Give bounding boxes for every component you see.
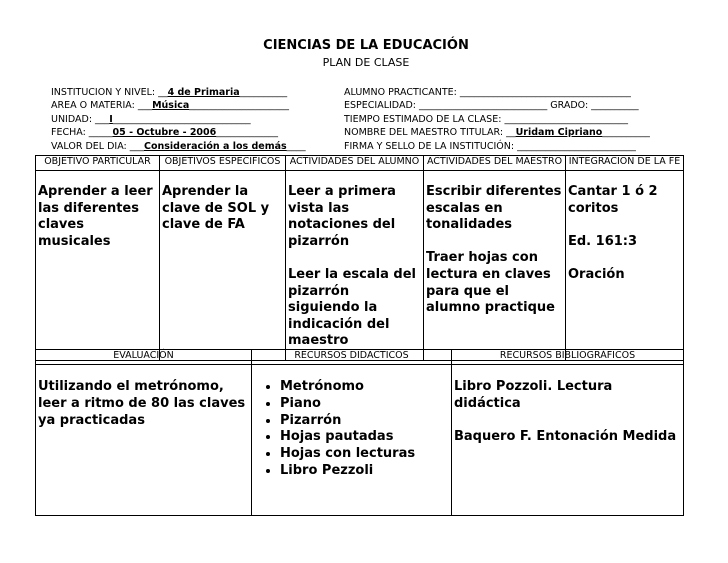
header-recursos-didacticos: RECURSOS DIDACTICOS [252, 350, 452, 365]
cell-text: Traer hojas con lectura en claves para que el alumno practique [426, 250, 555, 316]
info-line: _____________________________ [112, 113, 251, 125]
info-line: __________ [602, 127, 650, 139]
evaluation-table [35, 349, 684, 516]
cell-recursos-bibliograficos [452, 365, 684, 516]
cell-text: Libro Pozzoli. Lectura didáctica [454, 379, 613, 411]
cell-text: Aprender la clave de SOL y clave de FA [162, 184, 270, 233]
cell-text: Cantar 1 ó 2 coritos [568, 184, 658, 216]
cell-text: Ed. 161:3 [568, 233, 638, 249]
document-subtitle: PLAN DE CLASE [322, 56, 410, 69]
evaluation-table-header-row [36, 350, 684, 365]
info-firma [344, 140, 650, 153]
cell-integracion-fe [566, 171, 684, 361]
info-valor [51, 140, 306, 153]
header-objetivos-especificos: OBJETIVOS ESPECIFICOS [160, 156, 286, 171]
info-institucion [51, 86, 306, 99]
header-recursos-bibliograficos: RECURSOS BIBLIOGRÁFICOS [452, 350, 684, 365]
list-item: • Hojas pautadas [280, 429, 449, 446]
info-label: VALOR DEL DIA: ___ [51, 140, 144, 152]
header-actividades-alumno: ACTIVIDADES DEL ALUMNO [286, 156, 424, 171]
info-value: 4 de Primaria [167, 87, 240, 98]
info-label: FIRMA Y SELLO DE LA INSTITUCIÓN: [344, 140, 518, 152]
plan-table-header-row [36, 156, 684, 171]
info-label: NOMBRE DEL MAESTRO TITULAR: __ [344, 127, 516, 139]
info-line: _____________________ [189, 100, 290, 112]
info-tiempo [344, 113, 650, 126]
info-line: _____________ [216, 127, 279, 139]
document-title: CIENCIAS DE LA EDUCACIÓN [263, 38, 469, 53]
cell-evaluacion [36, 365, 252, 516]
info-line: _________________________ [517, 140, 636, 152]
cell-recursos-didacticos [252, 365, 452, 516]
info-value: Uridam Cipriano [515, 127, 603, 139]
info-value: I [109, 113, 113, 125]
cell-text: Escribir diferentes escalas en tonalidades [426, 184, 562, 233]
info-fecha [51, 126, 306, 139]
plan-table-row [36, 171, 684, 361]
header-actividades-maestro: ACTIVIDADES DEL MAESTRO [424, 156, 566, 171]
list-item: • Libro Pezzoli [280, 463, 449, 480]
info-left-block [51, 86, 306, 153]
list-item: • Hojas con lecturas [280, 446, 449, 463]
cell-objetivos-especificos [160, 171, 286, 361]
info-alumno [344, 86, 650, 99]
header-integracion-fe: INTEGRACIÓN DE LA FE [566, 156, 684, 171]
recursos-list [254, 379, 449, 480]
cell-text: Baquero F. Entonación Medida [454, 429, 677, 445]
info-label: FECHA: _____ [51, 127, 113, 139]
info-label: ALUMNO PRACTICANTE: [344, 87, 460, 98]
info-label: ESPECIALIDAD: ___________________________ GRADO: __________ [344, 100, 639, 112]
info-especialidad [344, 99, 650, 112]
info-label: UNIDAD: ___ [51, 113, 110, 125]
cell-text: Leer a primera vista las notaciones del pizarrón [288, 184, 396, 249]
info-line: ____ [286, 140, 306, 152]
list-item: • Pizarrón [280, 413, 449, 430]
plan-table [35, 155, 684, 361]
list-item: • Metrónomo [280, 379, 449, 396]
header-evaluacion: EVALUACIÓN [36, 350, 252, 365]
list-item: • Piano [280, 396, 449, 413]
info-right-block [344, 86, 650, 153]
info-label: TIEMPO ESTIMADO DE LA CLASE: [344, 113, 505, 125]
info-maestro [344, 126, 650, 139]
cell-text: Utilizando el metrónomo, leer a ritmo de 80 las claves ya practicadas [38, 379, 246, 428]
evaluation-table-row [36, 365, 684, 516]
info-value: 05 - Octubre - 2006 [112, 127, 217, 139]
info-area [51, 99, 306, 112]
info-value: Música [152, 100, 190, 112]
info-unidad [51, 113, 306, 126]
cell-text: Leer la escala del pizarrón siguiendo la indicación del maestro [288, 266, 416, 349]
info-line: ____________________________________ [459, 87, 631, 98]
info-label: AREA O MATERIA: ___ [51, 100, 153, 112]
cell-objetivo-particular [36, 171, 160, 361]
info-line: __________ [239, 87, 288, 98]
info-value: Consideración a los demás [144, 140, 287, 152]
cell-actividades-alumno [286, 171, 424, 361]
cell-text: Aprender a leer las diferentes claves musicales [38, 184, 153, 249]
info-line: __________________________ [504, 113, 628, 125]
info-label: INSTITUCION Y NIVEL: __ [51, 87, 168, 98]
header-objetivo-particular: OBJETIVO PARTICULAR [36, 156, 160, 171]
cell-actividades-maestro [424, 171, 566, 361]
cell-text: Oración [568, 266, 625, 282]
